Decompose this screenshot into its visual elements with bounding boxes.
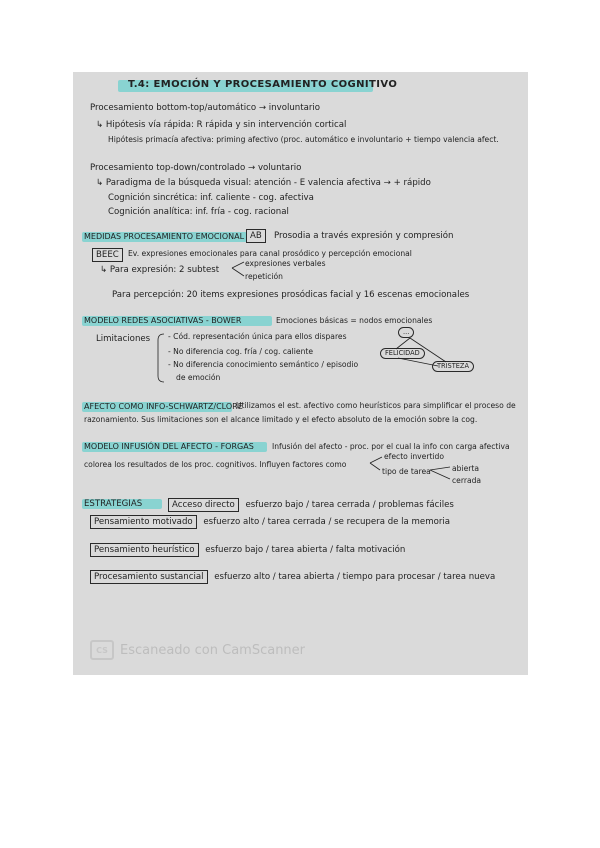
ab-label: AB bbox=[246, 229, 266, 243]
estrategias-heading: ESTRATEGIAS bbox=[84, 499, 143, 509]
watermark-text: Escaneado con CamScanner bbox=[120, 642, 306, 658]
schwartz-text-1: Utilizamos el est. afectivo como heurísticos para simplificar el proceso de bbox=[236, 401, 516, 410]
limitacion-4: de emoción bbox=[176, 373, 221, 382]
top-down-line1: Procesamiento top-down/controlado → voluntario bbox=[90, 163, 302, 173]
bottom-up-line3: Hipótesis primacía afectiva: priming afectivo (proc. automático e involuntario + tiempo valencia afect. bbox=[108, 135, 499, 144]
medidas-heading: MEDIDAS PROCESAMIENTO EMOCIONAL bbox=[84, 232, 245, 241]
forgas-sub-2: cerrada bbox=[452, 476, 482, 485]
bottom-up-line1: Procesamiento bottom-top/automático → involuntario bbox=[90, 103, 321, 113]
limitacion-3: - No diferencia conocimiento semántico / episodio bbox=[168, 360, 359, 369]
subtest-expresiones-verbales: expresiones verbales bbox=[245, 259, 326, 268]
top-down-line2: ↳ Paradigma de la búsqueda visual: atención - E valencia afectiva → + rápido bbox=[96, 178, 431, 188]
estrategia-2: Pensamiento motivado esfuerzo alto / tarea cerrada / se recupera de la memoria bbox=[90, 515, 450, 529]
forgas-text-1: Infusión del afecto - proc. por el cual la info con carga afectiva bbox=[272, 442, 510, 451]
node-tristeza: TRISTEZA bbox=[432, 361, 474, 372]
limitacion-1: - Cód. representación única para ellos dispares bbox=[168, 332, 347, 341]
ab-text: Prosodia a través expresión y compresión bbox=[274, 231, 454, 241]
estrategia-4: Procesamiento sustancial esfuerzo alto / tarea abierta / tiempo para procesar / tarea nueva bbox=[90, 570, 495, 584]
page-title: T.4: EMOCIÓN Y PROCESAMIENTO COGNITIVO bbox=[128, 79, 398, 90]
subtest-repeticion: repetición bbox=[245, 272, 283, 281]
bottom-up-line2: ↳ Hipótesis vía rápida: R rápida y sin intervención cortical bbox=[96, 120, 347, 130]
estrategia-1: Acceso directo esfuerzo bajo / tarea cerrada / problemas fáciles bbox=[168, 498, 454, 512]
camscanner-icon: CS bbox=[90, 640, 114, 660]
camscanner-watermark bbox=[90, 640, 305, 660]
percepcion-line: Para percepción: 20 items expresiones prosódicas facial y 16 escenas emocionales bbox=[112, 290, 470, 300]
top-down-line4: Cognición analítica: inf. fría - cog. racional bbox=[108, 207, 289, 217]
node-felicidad: FELICIDAD bbox=[380, 348, 425, 359]
limitacion-2: - No diferencia cog. fría / cog. caliente bbox=[168, 347, 314, 356]
forgas-sub-1: abierta bbox=[452, 464, 480, 473]
beec-label: BEEC bbox=[92, 248, 123, 262]
limitaciones-label: Limitaciones bbox=[96, 334, 151, 344]
bower-heading: MODELO REDES ASOCIATIVAS - BOWER bbox=[84, 316, 242, 325]
forgas-factor-1: efecto invertido bbox=[384, 452, 444, 461]
expresion-line: ↳ Para expresión: 2 subtest bbox=[100, 265, 220, 275]
forgas-text-2: colorea los resultados de los proc. cognitivos. Influyen factores como bbox=[84, 460, 347, 469]
beec-text: Ev. expresiones emocionales para canal prosódico y percepción emocional bbox=[128, 249, 412, 258]
forgas-factor-2: tipo de tarea bbox=[382, 467, 431, 476]
estrategia-3: Pensamiento heurístico esfuerzo bajo / tarea abierta / falta motivación bbox=[90, 543, 405, 557]
top-down-line3: Cognición sincrética: inf. caliente - cog. afectiva bbox=[108, 193, 314, 203]
node-top: ... bbox=[398, 327, 414, 338]
bower-emociones: Emociones básicas = nodos emocionales bbox=[276, 316, 433, 325]
schwartz-text-2: razonamiento. Sus limitaciones son el alcance limitado y el efecto absoluto de la emoción sobre la cog. bbox=[84, 415, 478, 424]
schwartz-heading: AFECTO COMO INFO-SCHWARTZ/CLORE bbox=[84, 402, 243, 411]
forgas-heading: MODELO INFUSIÓN DEL AFECTO - FORGAS bbox=[84, 442, 254, 451]
